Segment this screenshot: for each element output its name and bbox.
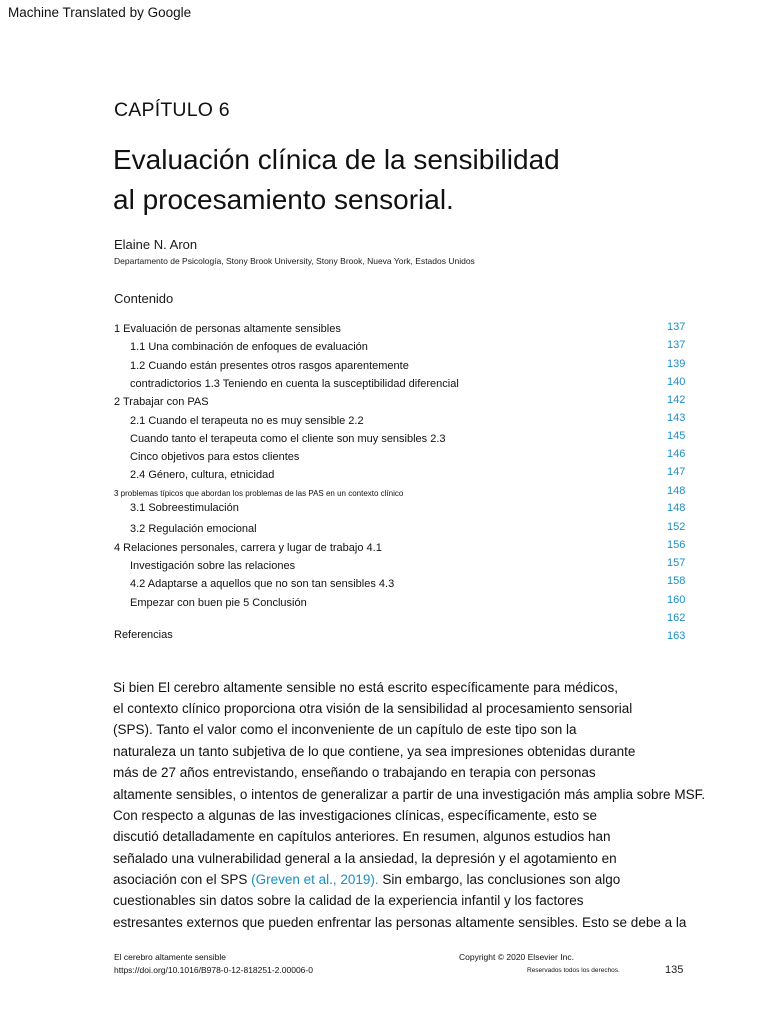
toc-entry[interactable]: Empezar con buen pie 5 Conclusión: [130, 597, 307, 609]
body-text-line: Si bien El cerebro altamente sensible no está escrito específicamente para médicos,: [113, 680, 619, 695]
contents-heading: Contenido: [114, 291, 174, 306]
author-affiliation: Departamento de Psicología, Stony Brook University, Stony Brook, Nueva York, Estados Unidos: [114, 256, 475, 266]
toc-entry[interactable]: 1.1 Una combinación de enfoques de evaluación: [130, 341, 368, 353]
toc-entry[interactable]: Cinco objetivos para estos clientes: [130, 451, 300, 463]
toc-page-number[interactable]: 157: [667, 557, 686, 569]
body-text-line: cuestionables sin datos sobre la calidad de la experiencia infantil y los factores: [113, 893, 584, 908]
machine-translated-banner: Machine Translated by Google: [8, 5, 192, 20]
toc-entry[interactable]: Cuando tanto el terapeuta como el cliente son muy sensibles 2.3: [130, 433, 446, 445]
body-text-segment: asociación con el SPS: [113, 872, 252, 887]
toc-page-number[interactable]: 162: [667, 612, 686, 624]
body-text-line-with-citation: [113, 872, 620, 887]
toc-page-number[interactable]: 142: [667, 394, 686, 406]
toc-entry[interactable]: Referencias: [114, 629, 173, 641]
footer-copyright: Copyright © 2020 Elsevier Inc.: [459, 952, 574, 962]
toc-page-number[interactable]: 137: [667, 321, 686, 333]
author-name: Elaine N. Aron: [114, 237, 198, 252]
toc-entry[interactable]: 3 problemas típicos que abordan los problemas de las PAS en un contexto clínico: [114, 489, 404, 498]
footer-rights: Reservados todos los derechos.: [527, 967, 620, 974]
toc-page-number[interactable]: 147: [667, 466, 686, 478]
toc-page-number[interactable]: 137: [667, 339, 686, 351]
chapter-title-line: Evaluación clínica de la sensibilidad: [113, 144, 560, 175]
toc-page-number[interactable]: 163: [667, 630, 686, 642]
toc-page-number[interactable]: 158: [667, 575, 686, 587]
body-text-line: naturaleza un tanto subjetiva de lo que contiene, ya sea impresiones obtenidas durante: [113, 744, 636, 759]
toc-page-number[interactable]: 152: [667, 521, 686, 533]
toc-entry[interactable]: Investigación sobre las relaciones: [130, 560, 296, 572]
body-text-line: discutió detalladamente en capítulos anteriores. En resumen, algunos estudios han: [113, 829, 611, 844]
body-text-line: señalado una vulnerabilidad general a la ansiedad, la depresión y el agotamiento en: [113, 851, 617, 866]
toc-page-number[interactable]: 148: [667, 502, 686, 514]
body-text-line: estresantes externos que pueden enfrentar las personas altamente sensibles. Esto se debe a la: [113, 915, 687, 930]
citation-link[interactable]: (Greven et al., 2019).: [251, 872, 379, 887]
body-text-line: Con respecto a algunas de las investigaciones clínicas, específicamente, esto se: [113, 808, 598, 823]
toc-entry[interactable]: 3.2 Regulación emocional: [130, 523, 257, 535]
toc-page-number[interactable]: 160: [667, 594, 686, 606]
body-text-line: (SPS). Tanto el valor como el inconveniente de un capítulo de este tipo son la: [113, 722, 577, 737]
toc-entry[interactable]: 4.2 Adaptarse a aquellos que no son tan sensibles 4.3: [130, 578, 395, 590]
body-text-line: altamente sensibles, o intentos de generalizar a partir de una investigación más amplia sobre MSF.: [113, 787, 706, 802]
chapter-label: CAPÍTULO 6: [114, 99, 230, 121]
toc-entry[interactable]: contradictorios 1.3 Teniendo en cuenta la susceptibilidad diferencial: [130, 378, 459, 390]
toc-page-number[interactable]: 139: [667, 358, 686, 370]
body-text-line: más de 27 años entrevistando, enseñando o trabajando en terapia con personas: [113, 765, 596, 780]
toc-page-number[interactable]: 140: [667, 376, 686, 388]
toc-page-number[interactable]: 143: [667, 412, 686, 424]
body-text-line: el contexto clínico proporciona otra visión de la sensibilidad al procesamiento sensorial: [113, 701, 633, 716]
toc-entry[interactable]: 2.4 Género, cultura, etnicidad: [130, 469, 275, 481]
toc-page-number[interactable]: 156: [667, 539, 686, 551]
toc-entry[interactable]: 4 Relaciones personales, carrera y lugar de trabajo 4.1: [114, 542, 382, 554]
toc-entry[interactable]: 2 Trabajar con PAS: [114, 396, 209, 408]
footer-book-title: El cerebro altamente sensible: [114, 952, 226, 962]
toc-page-number[interactable]: 146: [667, 448, 686, 460]
toc-page-number[interactable]: 148: [667, 485, 686, 497]
page-number: 135: [665, 964, 684, 976]
toc-entry[interactable]: 1.2 Cuando están presentes otros rasgos aparentemente: [130, 360, 409, 372]
body-text-segment: Sin embargo, las conclusiones son algo: [378, 872, 621, 887]
toc-entry[interactable]: 3.1 Sobreestimulación: [130, 502, 239, 514]
footer-doi[interactable]: https://doi.org/10.1016/B978-0-12-818251-2.00006-0: [114, 965, 313, 975]
toc-entry[interactable]: 1 Evaluación de personas altamente sensibles: [114, 323, 341, 335]
chapter-title-line: al procesamiento sensorial.: [113, 184, 454, 215]
toc-page-number[interactable]: 145: [667, 430, 686, 442]
toc-entry[interactable]: 2.1 Cuando el terapeuta no es muy sensible 2.2: [130, 415, 364, 427]
